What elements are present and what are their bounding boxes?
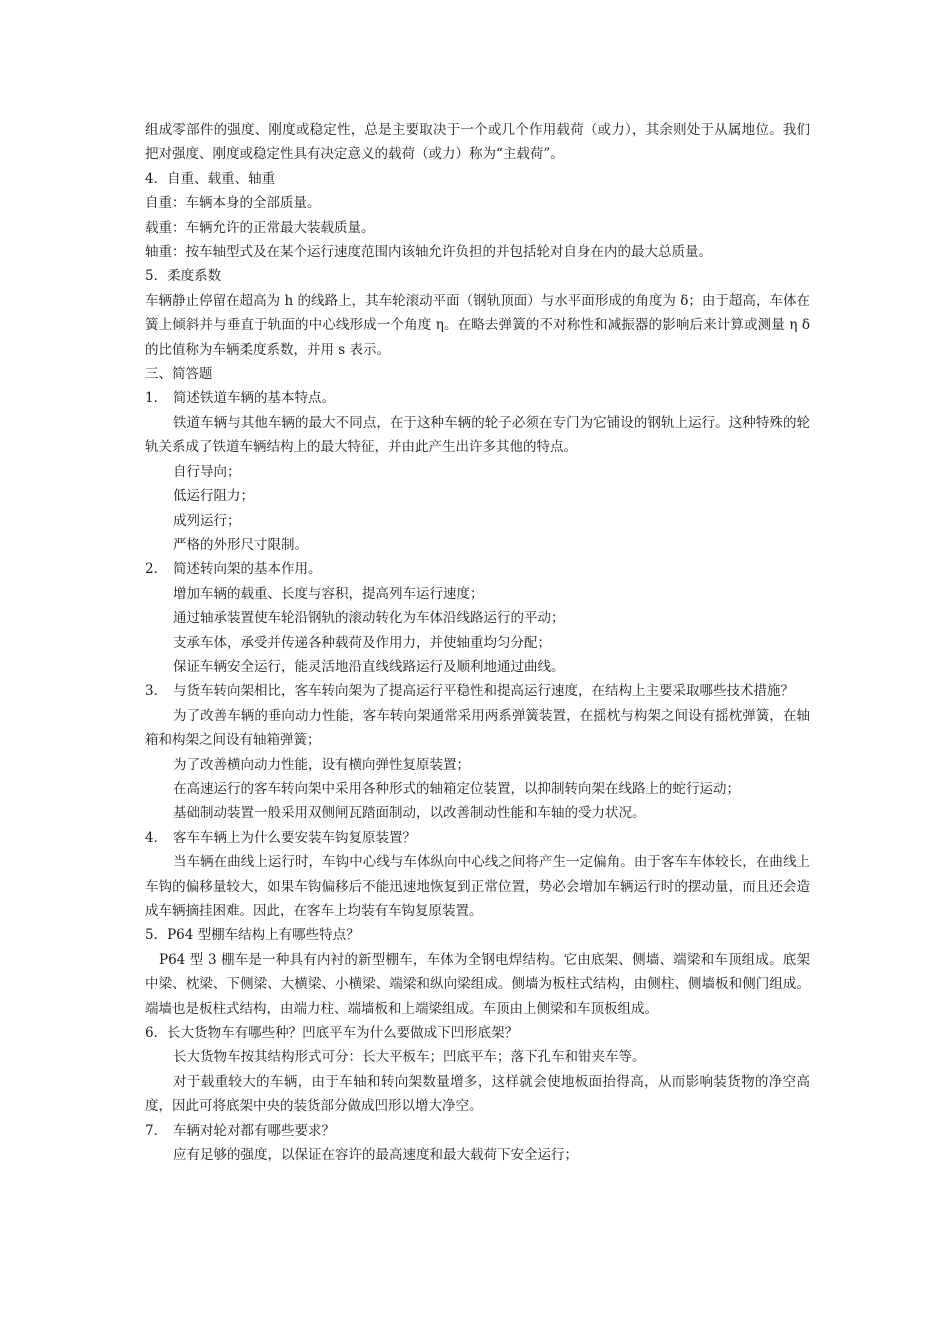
list-item: 低运行阻力； — [173, 488, 254, 505]
list-item: 保证车辆安全运行，能灵活地沿直线线路运行及顺利地通过曲线。 — [173, 658, 565, 675]
question-5: 5．P64 型棚车结构上有哪些特点？ — [145, 927, 360, 944]
list-item: 自行导向； — [173, 463, 241, 480]
question-1 — [145, 386, 810, 410]
question-number: 1． — [145, 390, 168, 407]
answer-6b: 对于载重较大的车辆，由于车轴和转向架数量增多，这样就会使地板面抬得高，从而影响装货物的净空高度，因此可将底架中央的装货部分做成凹形以增大净空。 — [145, 1073, 810, 1115]
list-item: 为了改善横向动力性能，设有横向弹性复原装置； — [173, 756, 470, 773]
definition-axle-load: 轴重：按车轴型式及在某个运行速度范围内该轴允许负担的并包括轮对自身在内的最大总质量。 — [145, 244, 712, 261]
list-item: 增加车辆的载重、长度与容积，提高列车运行速度； — [173, 585, 484, 602]
question-title: 与货车转向架相比，客车转向架为了提高运行平稳性和提高运行速度，在结构上主要采取哪些技术措施？ — [173, 683, 794, 700]
question-number: 2． — [145, 561, 168, 578]
question-4 — [145, 826, 810, 850]
question-title: 车辆对轮对都有哪些要求？ — [173, 1122, 335, 1139]
answer-7: 应有足够的强度，以保证在容许的最高速度和最大载荷下安全运行； — [173, 1147, 578, 1164]
definition-load-weight: 载重：车辆允许的正常最大装载质量。 — [145, 219, 375, 236]
heading-flexibility: 5．柔度系数 — [145, 268, 222, 285]
question-3 — [145, 679, 810, 703]
answer-5: P64 型 3 棚车是一种具有内衬的新型棚车，车体为全钢电焊结构。它由底架、侧墙、端梁和车顶组成。底架中梁、枕梁、下侧梁、大横梁、小横梁、端梁和纵向梁组成。侧墙为板柱式结构，由侧柱、侧墙板和侧门组成。端墙也是板柱式结构，由端力柱、端墙板和上端梁组成。车顶由上侧梁和车顶板组成。 — [145, 951, 810, 1017]
answer-1: 铁道车辆与其他车辆的最大不同点，在于这种车辆的轮子必须在专门为它铺设的钢轨上运行。这种特殊的轮轨关系成了铁道车辆结构上的最大特征，并由此产生出许多其他的特点。 — [145, 414, 810, 456]
question-number: 3． — [145, 683, 168, 700]
list-item: 在高速运行的客车转向架中采用各种形式的轴箱定位装置，以抑制转向架在线路上的蛇行运动； — [173, 780, 740, 797]
definition-self-weight: 自重：车辆本身的全部质量。 — [145, 195, 321, 212]
question-title: 简述铁道车辆的基本特点。 — [173, 390, 335, 407]
question-2 — [145, 557, 810, 581]
question-number: 7． — [145, 1122, 168, 1139]
list-item: 通过轴承装置使车轮沿钢轨的滚动转化为车体沿线路运行的平动； — [173, 610, 565, 627]
list-item: 严格的外形尺寸限制。 — [173, 536, 308, 553]
list-item: 成列运行； — [173, 512, 241, 529]
document-body — [145, 118, 810, 1167]
question-number: 4． — [145, 829, 168, 846]
answer-4: 当车辆在曲线上运行时，车钩中心线与车体纵向中心线之间将产生一定偏角。由于客车车体较长，在曲线上车钩的偏移量较大，如果车钩偏移后不能迅速地恢复到正常位置，势必会增加车辆运行时的摆动量，而且还会造成车辆摘挂困难。因此，在客车上均装有车钩复原装置。 — [145, 854, 810, 919]
paragraph-main-load: 组成零部件的强度、刚度或稳定性，总是主要取决于一个或几个作用载荷（或力），其余则处于从属地位。我们把对强度、刚度或稳定性具有决定意义的载荷（或力）称为“主载荷”。 — [145, 122, 810, 163]
paragraph-flexibility: 车辆静止停留在超高为 h 的线路上，其车轮滚动平面（钢轨顶面）与水平面形成的角度为 δ；由于超高，车体在簧上倾斜并与垂直于轨面的中心线形成一个角度 η。在略去弹簧的不对称性和减振器的影响后来计算或测量 η δ 的比值称为车辆柔度系数，并用 s 表示。 — [145, 292, 810, 358]
answer-6a: 长大货物车按其结构形式可分：长大平板车；凹底平车；落下孔车和钳夹车等。 — [173, 1049, 646, 1066]
question-7 — [145, 1119, 810, 1143]
list-item: 支承车体，承受并传递各种载荷及作用力，并使轴重均匀分配； — [173, 634, 551, 651]
question-6: 6．长大货物车有哪些种？凹底平车为什么要做成下凹形底架？ — [145, 1025, 519, 1042]
answer-3: 为了改善车辆的垂向动力性能，客车转向架通常采用两系弹簧装置，在摇枕与构架之间设有摇枕弹簧，在轴箱和构架之间设有轴箱弹簧； — [145, 707, 810, 749]
section-heading-short-answer: 三、简答题 — [145, 366, 213, 383]
list-item: 基础制动装置一般采用双侧闸瓦踏面制动，以改善制动性能和车轴的受力状况。 — [173, 805, 646, 822]
heading-self-weight: 4．自重、载重、轴重 — [145, 170, 276, 187]
question-title: 简述转向架的基本作用。 — [173, 561, 322, 578]
question-title: 客车车辆上为什么要安装车钩复原装置？ — [173, 829, 416, 846]
